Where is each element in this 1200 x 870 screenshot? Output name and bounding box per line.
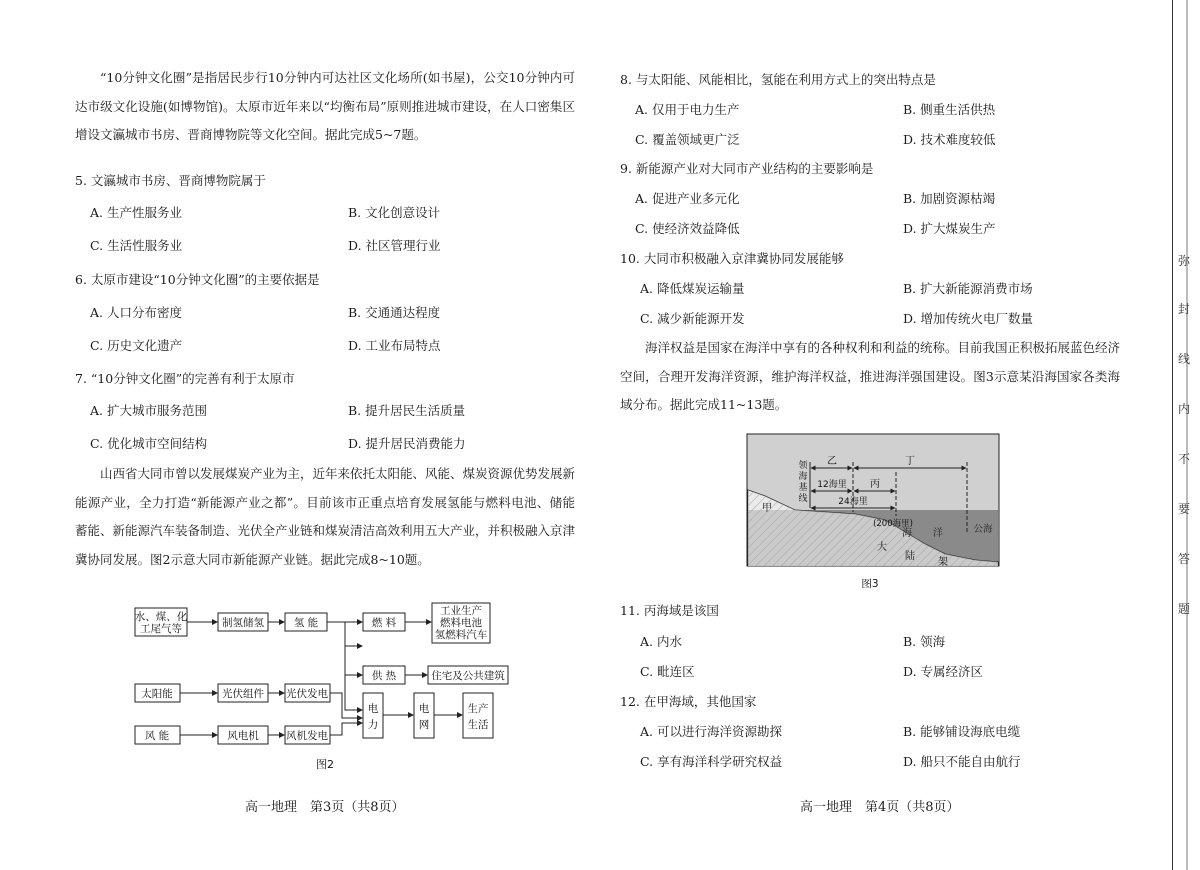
fig2-electricity-1: 电 [367,703,379,715]
question-11-stem: 11. 丙海域是该国 [620,603,719,618]
fig2-wind-turbine: 风电机 [227,730,259,742]
question-5-stem: 5. 文瀛城市书房、晋商博物院属于 [75,173,266,188]
question-9-stem: 9. 新能源产业对大同市产业结构的主要影响是 [620,161,874,176]
question-5-option-a: A. 生产性服务业 [90,205,182,220]
fig3-label-ding: 丁 [905,456,915,467]
question-7-option-c: C. 优化城市空间结构 [90,436,208,451]
intro-paragraph-5-7: “10分钟文化圈”是指居民步行10分钟内可达社区文化场所(如书屋)，公交10分钟内可达市级文化设施(如博物馆)。太原市近年来以“均衡布局”原则推进城市建设，在人口密集区增设文瀛城市书房、晋商博物院等文化空间。据此完成5~7题。 [75,70,575,142]
fig3-label-bing: 丙 [870,479,880,490]
fig2-wind: 风 能 [144,730,170,742]
question-10-option-b: B. 扩大新能源消费市场 [903,281,1033,296]
question-10-stem: 10. 大同市积极融入京津冀协同发展能够 [620,251,844,266]
fig2-output-industry: 工业生产 [440,605,482,617]
fig2-grid-1: 电 [418,703,430,715]
figure-3-caption: 图3 [861,578,879,590]
fig2-solar: 太阳能 [141,688,173,700]
question-5-option-d: D. 社区管理行业 [348,238,441,253]
question-5-option-c: C. 生活性服务业 [90,238,183,253]
fig3-label-yi: 乙 [827,456,837,467]
fig2-hydrogen-production: 制氢储氢 [222,617,264,629]
question-8-stem: 8. 与太阳能、风能相比，氢能在利用方式上的突出特点是 [620,72,936,87]
question-6-option-c: C. 历史文化遗产 [90,338,183,353]
fig2-electricity-2: 力 [367,719,379,731]
question-11-option-a: A. 内水 [640,634,682,649]
fig2-wind-power: 风机发电 [286,730,328,742]
fig3-24nm: 24海里 [838,497,868,507]
question-8-option-a: A. 仅用于电力生产 [635,102,740,117]
seal-char-3: 线 [1178,352,1191,366]
figure-2-caption: 图2 [316,758,334,771]
fig3-high-seas: 公海 [973,524,993,535]
question-12-option-d: D. 船只不能自由航行 [903,754,1021,769]
fig3-baseline-1: 领 [798,461,808,471]
fig3-baseline-4: 线 [798,494,808,504]
question-6-option-a: A. 人口分布密度 [90,305,182,320]
question-7-option-a: A. 扩大城市服务范围 [90,403,207,418]
question-8-option-b: B. 侧重生活供热 [903,102,996,117]
question-12-stem: 12. 在甲海域，其他国家 [620,694,757,709]
question-9-option-d: D. 扩大煤炭生产 [903,221,996,236]
question-8-option-c: C. 覆盖领域更广泛 [635,132,740,147]
page-edge [1186,0,1188,870]
question-12-option-b: B. 能够铺设海底电缆 [903,724,1021,739]
question-12-option-c: C. 享有海洋科学研究权益 [640,754,783,769]
fig2-pv-power: 光伏发电 [286,688,328,700]
question-11-option-b: B. 领海 [903,634,946,649]
fig3-shelf-3: 架 [938,557,948,568]
fig2-heating: 供 热 [371,670,397,682]
fig2-output-fuelcell: 燃料电池 [440,617,482,629]
fig2-fuel: 燃 料 [371,617,397,629]
intro-paragraph-11-13: 海洋权益是国家在海洋中享有的各种权利和利益的统称。目前我国正积极拓展蓝色经济空间，合理开发海洋资源，维护海洋权益，推进海洋强国建设。图3示意某沿海国家各类海域分布。据此完成11~13题。 [620,340,1121,412]
question-12-option-a: A. 可以进行海洋资源勘探 [640,724,782,739]
fig3-shelf-1: 大 [877,542,887,553]
seal-char-7: 答 [1178,552,1191,566]
question-11-option-d: D. 专属经济区 [903,664,984,679]
seal-line [1172,0,1173,870]
fig3-12nm: 12海里 [817,480,847,490]
fig2-grid-2: 网 [418,719,430,731]
fig3-ocean-2: 洋 [933,528,943,539]
fig2-life-1: 生产 [467,703,489,715]
question-8-option-d: D. 技术难度较低 [903,132,996,147]
fig3-baseline-2: 海 [798,472,808,482]
fig2-hydrogen-energy: 氢 能 [293,617,319,629]
fig2-output-vehicle: 氢燃料汽车 [434,629,488,641]
seal-char-2: 封 [1178,302,1191,316]
question-5-option-b: B. 文化创意设计 [348,205,441,220]
seal-char-5: 不 [1178,452,1191,466]
question-7-stem: 7. “10分钟文化圈”的完善有利于太原市 [75,371,295,386]
question-7-option-d: D. 提升居民消费能力 [348,436,466,451]
question-6-option-b: B. 交通通达程度 [348,305,441,320]
question-7-option-b: B. 提升居民生活质量 [348,403,466,418]
fig3-ocean-1: 海 [902,528,912,539]
fig3-label-jia: 甲 [762,503,772,514]
fig2-source-line2: 工尾气等 [140,623,182,635]
question-9-option-b: B. 加剧资源枯竭 [903,191,996,206]
fig3-200nm: (200海里) [873,519,913,529]
seal-char-4: 内 [1178,402,1191,416]
figure-2-flowchart [120,598,530,773]
question-6-stem: 6. 太原市建设“10分钟文化圈”的主要依据是 [75,272,320,287]
question-9-option-a: A. 促进产业多元化 [635,191,740,206]
seal-char-8: 题 [1178,602,1191,616]
fig3-shelf-2: 陆 [905,551,915,562]
fig2-pv-module: 光伏组件 [222,688,264,700]
fig2-output-buildings: 住宅及公共建筑 [431,670,505,682]
question-6-option-d: D. 工业布局特点 [348,338,441,353]
question-11-option-c: C. 毗连区 [640,664,695,679]
question-10-option-d: D. 增加传统火电厂数量 [903,311,1034,326]
figure-3-maritime-zones [745,432,1005,592]
intro-paragraph-8-10: 山西省大同市曾以发展煤炭产业为主，近年来依托太阳能、风能、煤炭资源优势发展新能源产业，全力打造“新能源产业之都”。目前该市正重点培育发展氢能与燃料电池、储能蓄能、新能源汽车装备制造、光伏全产业链和煤炭清洁高效利用五大产业，并积极融入京津冀协同发展。图2示意大同市新能源产业链。据此完成8~10题。 [75,466,576,567]
right-page-footer: 高一地理 第4页（共8页） [800,800,960,815]
left-page-footer: 高一地理 第3页（共8页） [245,800,405,815]
question-10-option-a: A. 降低煤炭运输量 [640,281,745,296]
fig2-source-line1: 水、煤、化 [134,611,188,623]
fig3-baseline-3: 基 [798,483,808,493]
question-9-option-c: C. 使经济效益降低 [635,221,740,236]
seal-char-6: 要 [1178,502,1191,516]
question-10-option-c: C. 减少新能源开发 [640,311,745,326]
fig2-life-2: 生活 [467,719,489,731]
seal-char-1: 弥 [1178,254,1191,268]
